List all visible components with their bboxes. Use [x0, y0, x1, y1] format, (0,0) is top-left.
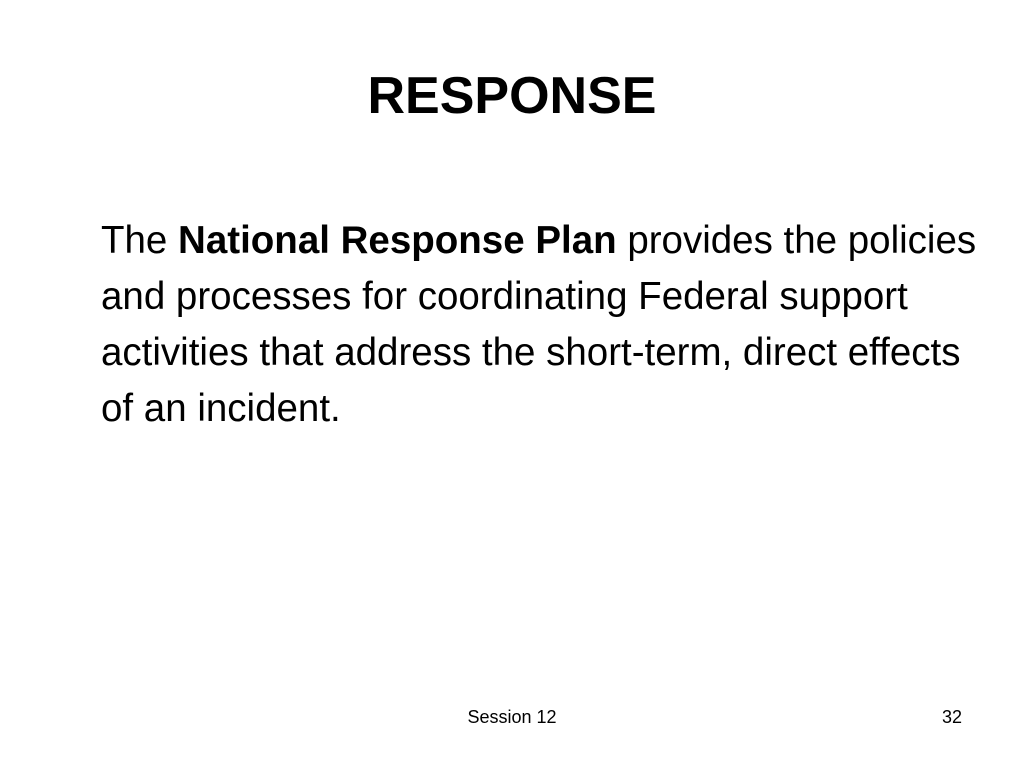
body-prefix: The [101, 219, 179, 262]
slide-body [101, 213, 981, 437]
slide-title: RESPONSE [367, 67, 657, 125]
body-suffix: provides the policies and processes for coordinating Federal support activities that address the short-term, direct effects of an incident. [101, 219, 977, 430]
footer-session-label: Session 12 [467, 707, 557, 727]
body-emphasis: National Response Plan [178, 219, 617, 262]
footer-page-number: 32 [941, 707, 962, 727]
